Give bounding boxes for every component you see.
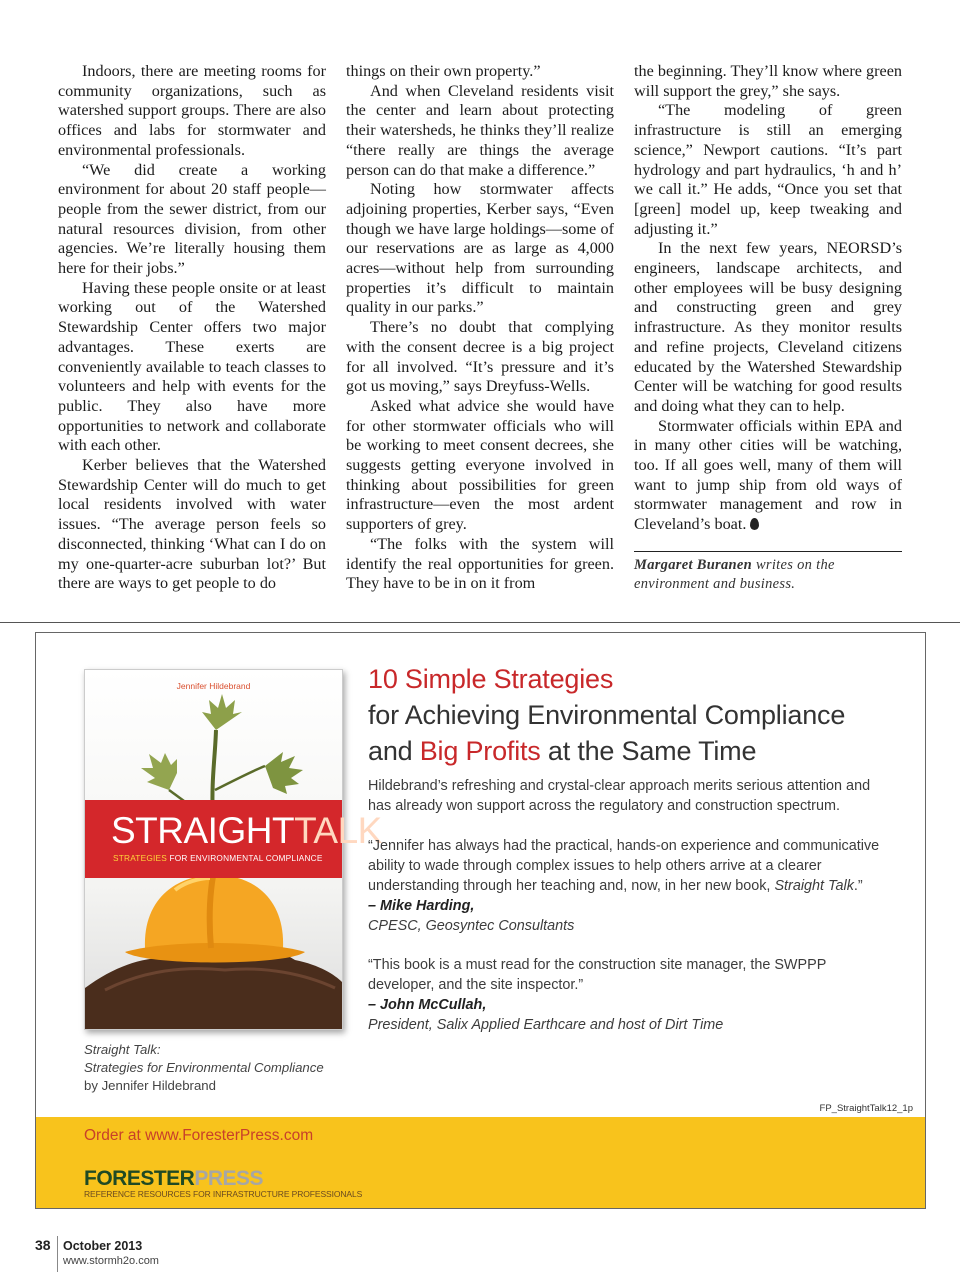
paragraph: In the next few years, NEORSD’s engineers, landscape architects, and other employees will be busy designing and constructing green and grey infrastructure. As they monitor results and refine projects, Cleveland citizens educated by the Watershed Stewardship Center will be watching for good results and doing what they can to help. xyxy=(634,239,902,415)
logo-part-1: FORESTER xyxy=(84,1167,195,1190)
testimonial-affiliation: CPESC, Geosyntec Consultants xyxy=(368,918,575,934)
headline-line-1: 10 Simple Strategies xyxy=(368,664,614,694)
testimonial-2 xyxy=(368,955,888,1035)
testimonial-text-b: .” xyxy=(853,878,863,894)
author-bio-text: writes on the environment and business. xyxy=(634,556,835,593)
testimonial-text: “This book is a must read for the construction site manager, the SWPPP developer, and the site inspector.” xyxy=(368,957,827,993)
article-column-3 xyxy=(634,62,902,595)
logo-tagline: REFERENCE RESOURCES FOR INFRASTRUCTURE PROFESSIONALS xyxy=(84,1189,363,1199)
page-number: 38 xyxy=(35,1237,51,1253)
article-column-2 xyxy=(346,62,614,594)
paragraph: “The folks with the system will identify the real opportunities for green. They have to be in on it from xyxy=(346,534,614,593)
footer-divider xyxy=(57,1236,58,1272)
order-link[interactable]: Order at www.ForesterPress.com xyxy=(84,1127,314,1144)
ad-headline xyxy=(368,661,845,769)
paragraph: And when Cleveland residents visit the center and learn about protecting their watersheds, he thinks they’ll realize “there really are things the average person can do that make a difference.” xyxy=(346,81,614,179)
forester-press-logo[interactable] xyxy=(84,1167,263,1191)
logo-part-2: PRESS xyxy=(194,1167,264,1190)
testimonial-author: – Mike Harding, xyxy=(368,898,475,914)
book-advertisement[interactable] xyxy=(35,632,926,1209)
paragraph-continued: the beginning. They’ll know where green will support the grey,” she says. xyxy=(634,62,902,100)
end-mark-drop-icon xyxy=(750,518,759,530)
author-name: Margaret Buranen xyxy=(634,556,753,573)
order-banner xyxy=(36,1117,925,1208)
caption-subtitle: Strategies for Environmental Compliance xyxy=(84,1060,324,1075)
paragraph-last xyxy=(634,417,902,535)
paragraph: There’s no doubt that complying with the consent decree is a big project for all involved. “It’s pressure and it’s got us moving,” says Dreyfuss-Wells. xyxy=(346,318,614,396)
headline-line-3a: and xyxy=(368,736,420,766)
paragraph: “The modeling of green infrastructure is still an emerging science,” Newport cautions. “It’s part hydrology and part hydraulics, ‘h and h’ we call it.” He adds, “Once you set that [green] model up, keep tweaking and adjusting it.” xyxy=(634,101,902,238)
book-cover-image[interactable] xyxy=(84,669,382,1030)
book-cover-subtitle xyxy=(113,853,323,863)
ad-code: FP_StraightTalk12_1p xyxy=(819,1103,913,1114)
book-title-part-1: STRAIGHT xyxy=(111,810,295,851)
caption-author: by Jennifer Hildebrand xyxy=(84,1078,216,1093)
paragraph: Noting how stormwater affects adjoining properties, Kerber says, “Even though we have large holdings—some of our reservations are as large as 4,000 acres—without help from surrounding properties it’s difficult to maintain quality in our parks.” xyxy=(346,180,614,317)
paragraph-last-text: Stormwater officials within EPA and in many other cities will be watching, too. If all goes well, many of them will want to jump ship from old ways of stormwater management and row in Cleveland’s boat. xyxy=(634,416,902,534)
headline-line-2: for Achieving Environmental Compliance xyxy=(368,700,846,730)
section-divider xyxy=(0,622,960,623)
author-bio xyxy=(634,551,902,595)
headline-line-3c: at the Same Time xyxy=(540,736,757,766)
book-cover-title xyxy=(111,810,382,852)
testimonial-book-title: Straight Talk xyxy=(774,878,854,894)
book-subtitle-part-2: FOR ENVIRONMENTAL COMPLIANCE xyxy=(166,853,323,863)
testimonial-affiliation: President, Salix Applied Earthcare and host of Dirt Time xyxy=(368,1017,724,1033)
paragraph: Asked what advice she would have for other stormwater officials who will be working to meet consent decrees, she suggests getting everyone involved in thinking about possibilities for green infrastructure—even the most ardent supporters of grey. xyxy=(346,396,614,534)
testimonial-text xyxy=(368,836,888,896)
paragraph: “We did create a working environment for about 20 staff people—people from the sewer district, from our natural resources division, from other agencies. We’re literally housing them here for their jobs.” xyxy=(58,160,326,278)
headline-line-3b: Big Profits xyxy=(419,736,541,766)
article-column-1 xyxy=(58,62,326,594)
paragraph: Having these people onsite or at least working out of the Watershed Stewardship Center offers two major advantages. These exerts are conveniently available to teach classes to volunteers and help with events for the public. They also have more opportunities to network and collaborate with each other. xyxy=(58,278,326,455)
testimonial-author: – John McCullah, xyxy=(368,997,487,1013)
testimonial-text-a: “Jennifer has always had the practical, hands-on experience and communicative ability to wade through complex issues to help others arrive at a clearer understanding through her teaching and, now, in her new book, xyxy=(368,838,880,894)
book-caption xyxy=(84,1041,324,1095)
paragraph-continued: things on their own property.” xyxy=(346,62,541,80)
paragraph: Kerber believes that the Watershed Stewardship Center will do much to get local residents involved with water issues. “The average person feels so disconnected, thinking ‘What can I do on my one-quarter-acre suburban lot?’ But there are ways to get people to do xyxy=(58,456,326,593)
paragraph: Indoors, there are meeting rooms for community organizations, such as watershed support groups. There are also offices and labs for stormwater and environmental professionals. xyxy=(58,62,326,159)
book-cover-author: Jennifer Hildebrand xyxy=(176,681,251,691)
issue-date: October 2013 xyxy=(63,1239,143,1253)
ad-intro: Hildebrand’s refreshing and crystal-clear approach merits serious attention and has already won support across the regulatory and construction spectrum. xyxy=(368,778,871,814)
book-title-part-2: TALK xyxy=(294,810,382,851)
testimonial-1 xyxy=(368,836,888,936)
headline-line-3 xyxy=(368,733,845,769)
website-link[interactable]: www.stormh2o.com xyxy=(63,1255,159,1267)
book-subtitle-part-1: STRATEGIES xyxy=(113,853,167,863)
caption-title: Straight Talk: xyxy=(84,1042,161,1057)
